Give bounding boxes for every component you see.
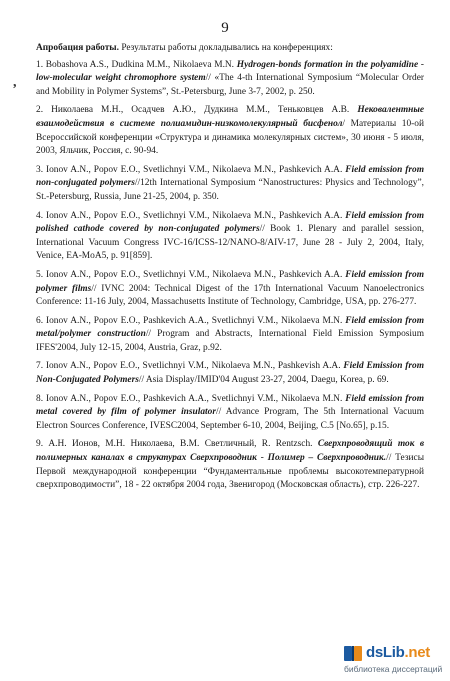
watermark-brand <box>366 644 430 661</box>
entry-title: Field Emission from Non-Conjugated Polymers <box>36 361 424 386</box>
approbation-heading <box>36 42 424 56</box>
entry-title: Field emission from non-conjugated polymers <box>36 164 425 189</box>
entry-title: Hydrogen-bonds formation in the polyamidine - low-molecular weight chromophore system <box>36 59 424 84</box>
book-logo-icon <box>342 643 364 665</box>
entry-authors: 5. Ionov A.N., Popov E.O., Svetlichnyi V.M., Nikolaeva M.N., Pashkevich A.A. <box>36 269 346 280</box>
entry-title: Field emission from polymer films <box>36 269 425 294</box>
entry-source: // Program and Abstracts, International Field Emission Symposium IFES'2004, July 12-15, 2004, Austria, Graz, p.92. <box>36 329 424 353</box>
entry-title: Нековалентные взаимодействия в системе полиамидин-низкомолекулярный бисфенол <box>36 105 424 129</box>
reference-entry-9 <box>36 438 424 492</box>
entry-authors: 6. Ionov A.N., Popov E.O., Pashkevich A.A., Svetlichnyi V.M., Nikolaeva M.N. <box>36 315 346 326</box>
entry-authors: 8. Ionov A.N., Popov E.O., Pashkevich A.A., Svetlichnyi V.M., Nikolaeva M.N. <box>36 393 346 404</box>
entry-source: // Book 1. Plenary and parallel session, International Vacuum Congress IVC-16/ICSS-12/NANO-8/AIV-17, June 28 - July 2, 2004, Italy, Venice, EA-MoA5, p. 91[859]. <box>36 224 424 262</box>
reference-entry-3 <box>36 164 424 205</box>
reference-entry-8 <box>36 393 424 434</box>
entry-source: // Advance Program, The 5th International Vacuum Electron Sources Conference, IVESC2004, September 6-10, 2004, Beijing, C.5 [No.65], p.15. <box>36 407 424 431</box>
heading-text: Результаты работы докладывались на конференциях: <box>118 43 333 53</box>
entry-title: Сверхпроводящий ток в полимерных каналах в структурах Сверхпроводник - Полимер – Сверхпроводник. <box>36 439 425 464</box>
entry-source: // IVNC 2004: Technical Digest of the 17th International Vacuum Nanoelectronics Conference: 11-16 July, 2004, Massachusetts Institute of Technology, Cambridge, USA, pp. 276-277. <box>36 283 425 308</box>
heading-label: Апробация работы. <box>36 43 119 53</box>
brand-name: dsLib <box>366 644 405 661</box>
entry-authors: 3. Ionov A.N., Popov E.O., Svetlichnyi V.M., Nikolaeva M.N., Pashkevich A.A. <box>36 164 346 175</box>
entry-authors: 4. Ionov A.N., Popov E.O., Svetlichnyi V.M., Nikolaeva M.N., Pashkevich A.A. <box>36 210 346 221</box>
reference-entry-2 <box>36 104 424 158</box>
entry-authors: 7. Ionov A.N., Popov E.O., Svetlichnyi V.M., Nikolaeva M.N., Pashkevish A.A. <box>36 361 344 372</box>
entry-title: Field emission from polished cathode covered by non-conjugated polymers <box>36 210 425 235</box>
reference-entry-1 <box>36 59 424 100</box>
entry-authors: 2. Николаева М.Н., Осадчев А.Ю., Дудкина М.М., Теньковцев А.В. <box>36 105 358 116</box>
entry-source: / Материалы 10-ой Всероссийской конференции «Структура и динамика молекулярных систем», 30 июня - 5 июля, 2003, Яльчик, Россия, с. 90-94. <box>36 118 424 157</box>
reference-entry-7 <box>36 360 424 387</box>
entry-title: Field emission from metal covered by film of polymer insulator <box>36 393 425 418</box>
document-body <box>36 42 424 498</box>
entry-source: // Asia Display/IMID'04 August 23-27, 2004, Daegu, Korea, p. 69. <box>138 375 389 386</box>
page-number: 9 <box>221 20 229 36</box>
margin-mark: , <box>13 75 17 90</box>
reference-entry-4 <box>36 210 424 264</box>
entry-authors: 1. Bobashova A.S., Dudkina M.M., Nikolaeva M.N. <box>36 59 237 70</box>
dslib-watermark[interactable] <box>342 643 442 675</box>
brand-tld: .net <box>404 644 430 661</box>
entry-source: // Тезисы Первой международной конференции “Фундаментальные проблемы высокотемпературной сверхпроводимости”, 18 - 22 октября 2004 года, Звенигород (Московская область), стр. 226-227. <box>36 453 424 491</box>
entry-authors: 9. А.Н. Ионов, М.Н. Николаева, В.М. Светличный, R. Rentzsch. <box>36 439 318 450</box>
entry-source: // «The 4-th International Symposium “Molecular Order and Mobility in Polymer Systems”, St.-Petersburg, June 3-7, 2002, p. 250. <box>36 73 425 97</box>
reference-entry-5 <box>36 269 424 310</box>
entry-title: Field emission from metal/polymer construction <box>36 315 425 340</box>
entry-source: //12th International Symposium “Nanostructures: Physics and Technology”, St.-Petersburg, Russia, June 21-25, 2004, p. 350. <box>36 178 424 202</box>
watermark-subtitle: библиотека диссертаций <box>344 664 443 674</box>
reference-entry-6 <box>36 315 424 356</box>
